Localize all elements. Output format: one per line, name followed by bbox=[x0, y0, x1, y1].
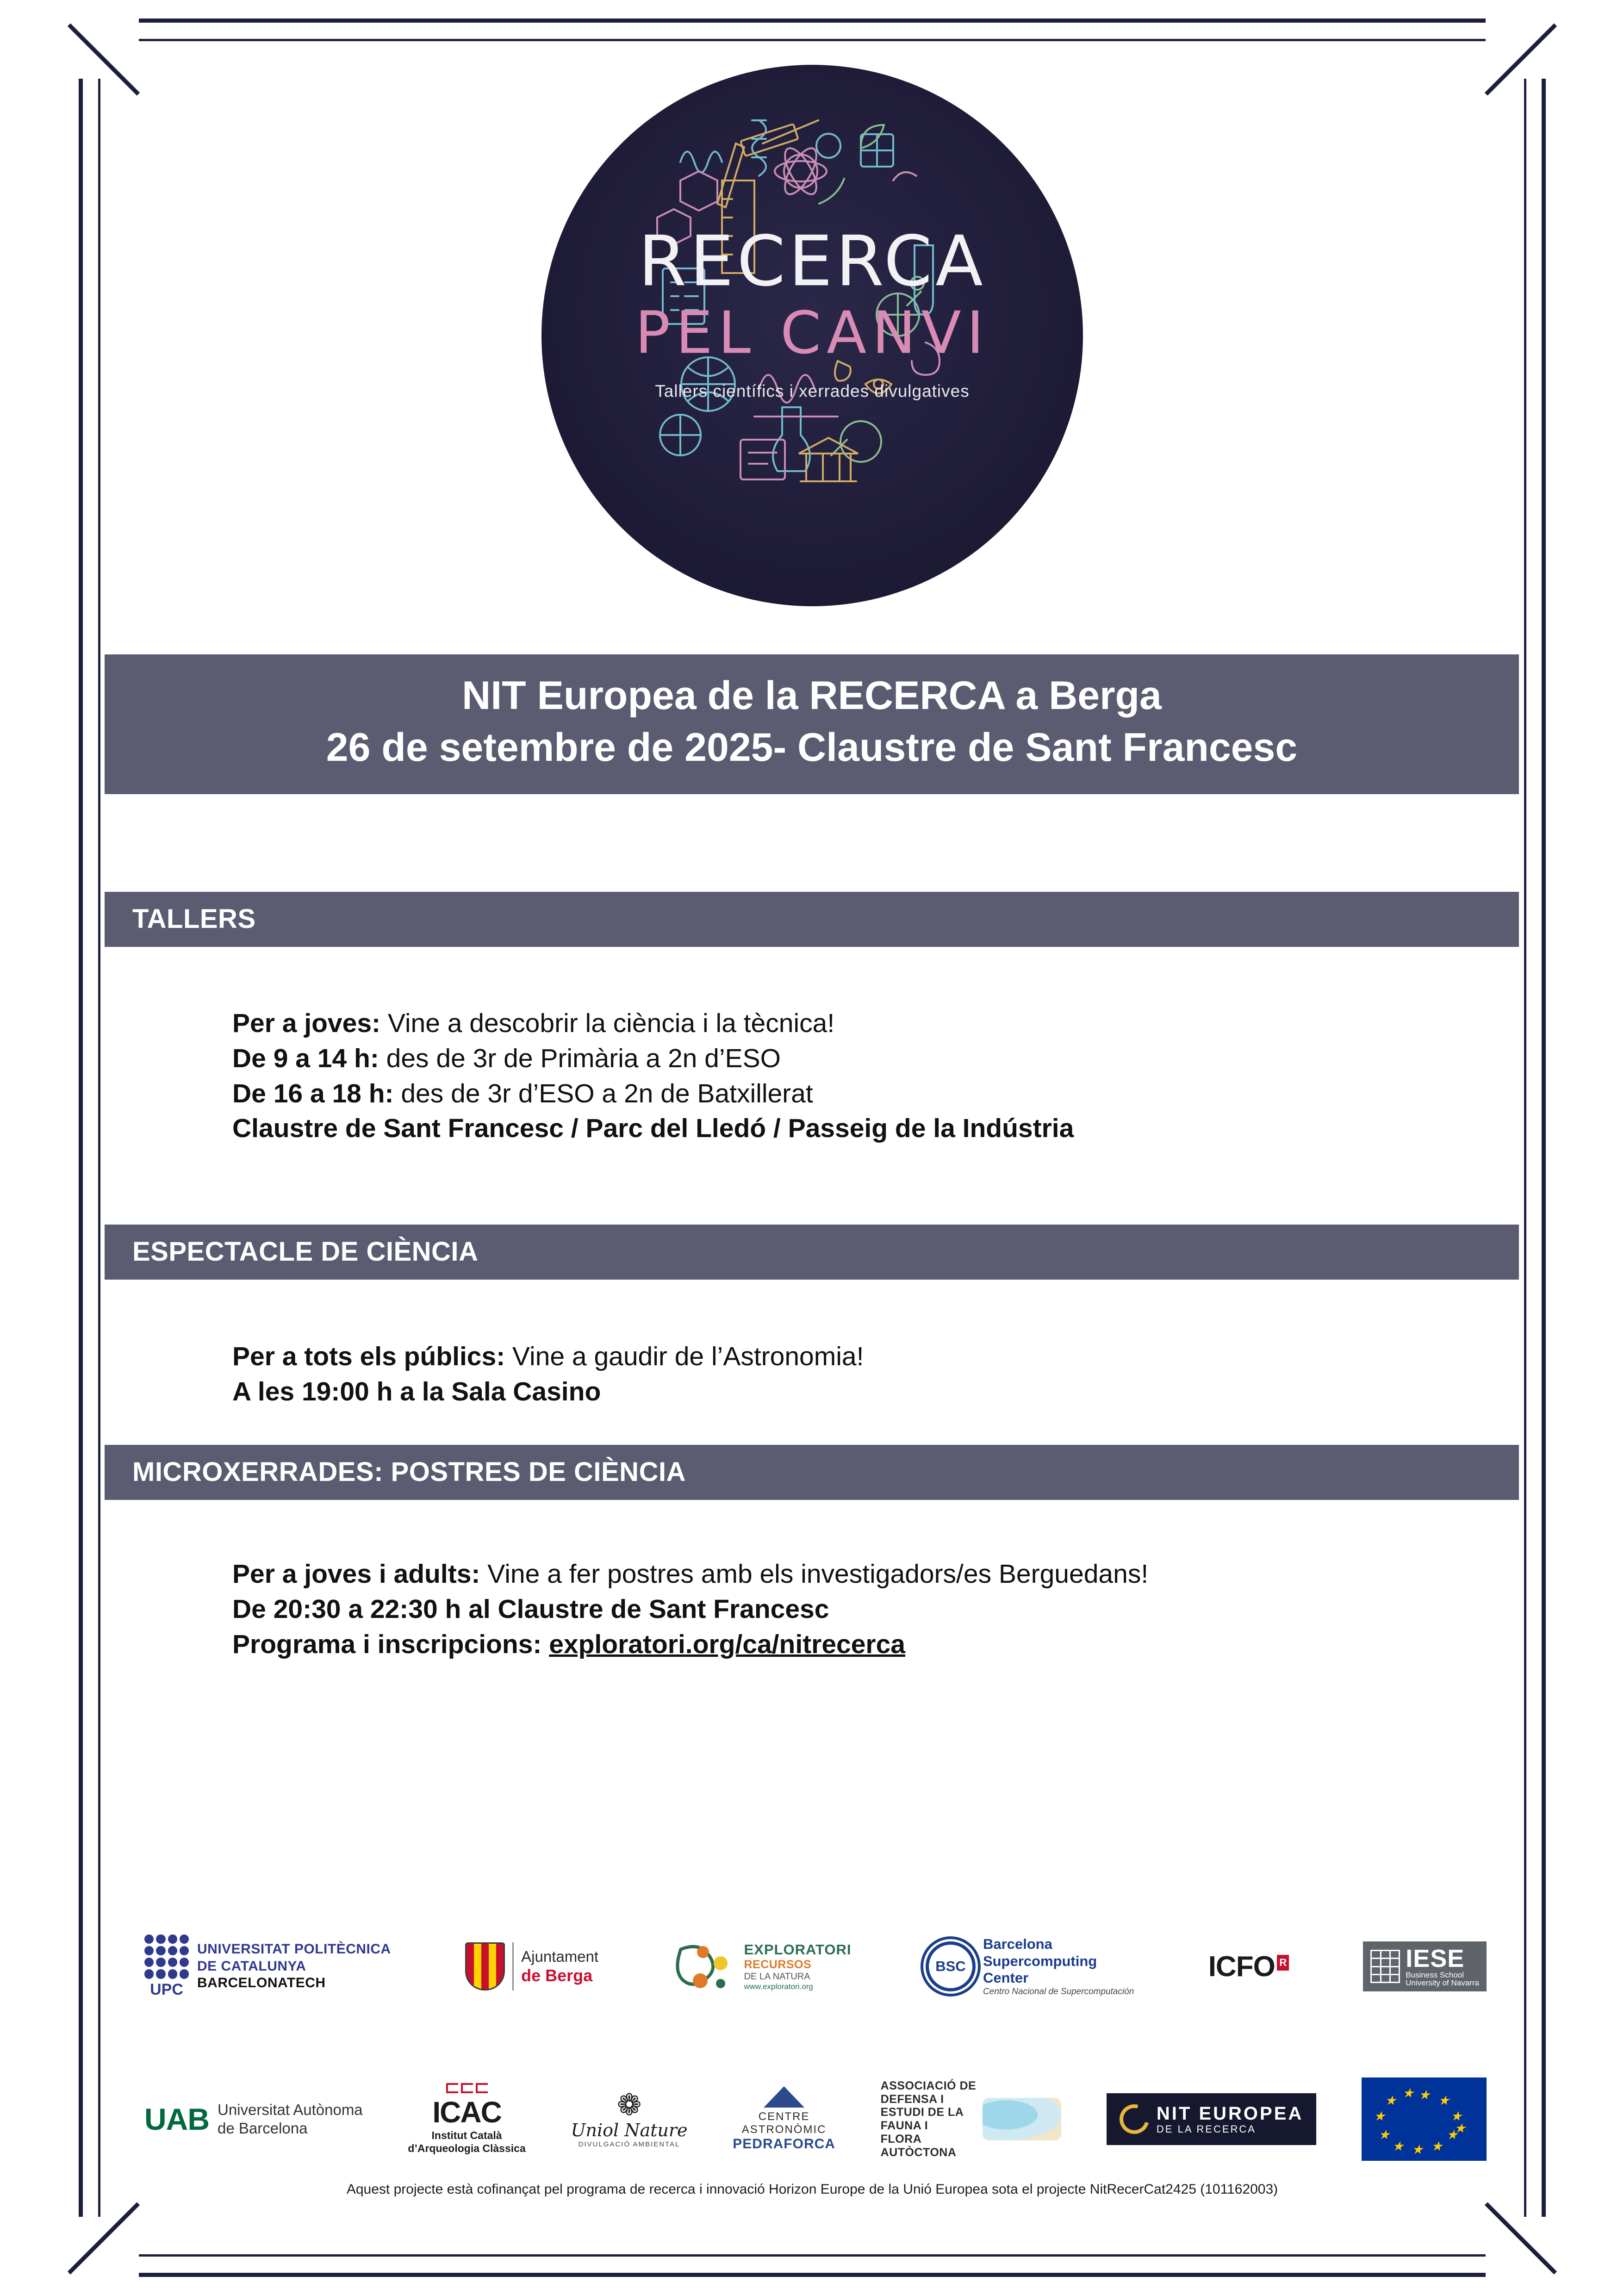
adefaf-line-3: ESTUDI DE LA bbox=[880, 2106, 964, 2119]
upc-mark-label: UPC bbox=[150, 1980, 183, 1998]
divider bbox=[512, 1942, 514, 1990]
poster-content bbox=[98, 39, 1526, 2257]
corner-ornament-bottom-left bbox=[69, 2217, 139, 2286]
iese-line-3: University of Navarra bbox=[1406, 1978, 1479, 1987]
registration-link[interactable]: exploratori.org/ca/nitrecerca bbox=[549, 1629, 906, 1659]
icac-line-2: Institut Català bbox=[431, 2129, 502, 2142]
tallers-line-2: De 9 a 14 h: des de 3r de Primària a 2n d’ESO bbox=[232, 1043, 781, 1073]
upc-line-1: UNIVERSITAT POLITÈCNICA bbox=[197, 1941, 391, 1957]
corner-ornament-top-left bbox=[69, 9, 139, 79]
bsc-line-1: Barcelona bbox=[983, 1935, 1052, 1952]
sponsor-logo-icac bbox=[408, 2083, 525, 2155]
logo-word-recerca: RECERCA bbox=[638, 221, 986, 302]
nit-line-2: DE LA RECERCA bbox=[1156, 2123, 1256, 2135]
eu-flag-icon: ★ ★ ★ ★ ★ ★ ★ ★ ★ ★ ★ ★ bbox=[1362, 2077, 1487, 2161]
icac-line-3: d’Arqueologia Clàssica bbox=[408, 2142, 526, 2154]
iese-grid-icon bbox=[1370, 1950, 1400, 1983]
recerca-pel-canvi-logo bbox=[541, 65, 1083, 606]
tallers-line-1: Per a joves: Vine a descobrir la ciència i la tècnica! bbox=[232, 1008, 835, 1038]
sponsor-logo-icfo bbox=[1208, 1950, 1289, 1983]
tallers-line-4: Claustre de Sant Francesc / Parc del Lledó / Passeig de la Indústria bbox=[232, 1113, 1074, 1144]
espectacle-line-2: A les 19:00 h a la Sala Casino bbox=[232, 1376, 601, 1406]
mountain-icon bbox=[764, 2086, 804, 2108]
sponsor-logo-bsc bbox=[926, 1936, 1134, 1997]
uniol-line-2: DIVULGACIÓ AMBIENTAL bbox=[578, 2140, 680, 2148]
sponsor-row-2 bbox=[144, 2075, 1487, 2163]
adefaf-line-2: DEFENSA I bbox=[880, 2092, 944, 2106]
sponsor-logo-uniol-nature bbox=[571, 2090, 687, 2148]
sponsor-logo-exploratori bbox=[672, 1941, 851, 1992]
exploratori-line-3: DE LA NATURA bbox=[744, 1972, 810, 1982]
uab-label: UAB bbox=[144, 2102, 209, 2136]
ajuntament-line-2: de Berga bbox=[521, 1966, 593, 1985]
exploratori-line-4: www.exploratori.org bbox=[744, 1982, 813, 1991]
microxerrades-line-2: De 20:30 a 22:30 h al Claustre de Sant Francesc bbox=[232, 1594, 829, 1624]
section-body-tallers bbox=[232, 1006, 1528, 1146]
sponsor-logo-iese bbox=[1363, 1941, 1487, 1991]
icfo-badge-icon: R bbox=[1277, 1955, 1289, 1971]
sponsor-logo-nit-europea bbox=[1107, 2093, 1316, 2145]
poster-title-line-2: 26 de setembre de 2025- Claustre de Sant Francesc bbox=[326, 725, 1298, 770]
crescent-moon-icon bbox=[1114, 2099, 1154, 2139]
ajuntament-line-1: Ajuntament bbox=[521, 1947, 599, 1965]
upc-line-3: BARCELONATECH bbox=[197, 1975, 326, 1991]
uab-line-3: de Barcelona bbox=[218, 2120, 308, 2137]
exploratori-line-2: RECURSOS bbox=[744, 1958, 812, 1971]
sponsor-row-1 bbox=[144, 1927, 1487, 2006]
uniol-label: Uniol Nature bbox=[571, 2120, 688, 2140]
sponsor-logo-ajuntament-berga bbox=[465, 1942, 598, 1990]
microxerrades-line-3: Programa i inscripcions: exploratori.org/ca/nitrecerca bbox=[232, 1629, 906, 1659]
pedraforca-line-3: PEDRAFORCA bbox=[733, 2136, 835, 2152]
section-heading-espectacle: ESPECTACLE DE CIÈNCIA bbox=[105, 1225, 1519, 1280]
sponsor-logo-adefaf bbox=[881, 2079, 1062, 2159]
bsc-line-2: Supercomputing bbox=[983, 1953, 1097, 1969]
pedraforca-line-2: ASTRONÒMIC bbox=[741, 2123, 827, 2136]
leaf-swirl-icon: ❁ bbox=[616, 2088, 642, 2122]
poster-title bbox=[105, 654, 1519, 794]
icfo-label: ICFO bbox=[1208, 1950, 1275, 1983]
upc-line-2: DE CATALUNYA bbox=[197, 1958, 306, 1974]
logo-word-pel-canvi: PEL CANVI bbox=[635, 299, 989, 367]
corner-ornament-bottom-right bbox=[1486, 2217, 1555, 2286]
uab-line-2: Universitat Autònoma bbox=[218, 2101, 363, 2119]
iese-label: IESE bbox=[1406, 1945, 1465, 1972]
logo-tagline: Tallers científics i xerrades divulgatives bbox=[655, 381, 970, 400]
sponsor-logo-pedraforca bbox=[733, 2086, 835, 2152]
adefaf-line-6: AUTÒCTONA bbox=[880, 2146, 957, 2159]
tallers-line-3: De 16 a 18 h: des de 3r d’ESO a 2n de Batxillerat bbox=[232, 1078, 813, 1108]
sponsor-logo-uab bbox=[144, 2101, 363, 2137]
adefaf-line-4: FAUNA I bbox=[880, 2119, 928, 2132]
fauna-flora-illustration bbox=[983, 2098, 1061, 2140]
berga-shield-icon bbox=[465, 1942, 505, 1990]
bsc-line-3: Center bbox=[983, 1970, 1029, 1986]
poster-title-line-1: NIT Europea de la RECERCA a Berga bbox=[462, 673, 1162, 718]
funding-footer: Aquest projecte està cofinançat pel programa de recerca i innovació Horizon Europe de la Unió Europea sota el projecte NitRecerCat2425 (101162003) bbox=[346, 2182, 1278, 2197]
exploratori-mark-icon bbox=[672, 1941, 737, 1992]
section-body-espectacle bbox=[232, 1339, 1528, 1410]
bsc-mark-icon: BSC bbox=[926, 1941, 976, 1991]
sponsor-logo-upc bbox=[144, 1934, 391, 1999]
espectacle-line-1: Per a tots els públics: Vine a gaudir de l’Astronomia! bbox=[232, 1342, 864, 1371]
pedraforca-line-1: CENTRE bbox=[758, 2110, 810, 2123]
microxerrades-line-1: Per a joves i adults: Vine a fer postres amb els investigadors/es Berguedans! bbox=[232, 1559, 1149, 1589]
section-heading-microxerrades: MICROXERRADES: POSTRES DE CIÈNCIA bbox=[105, 1445, 1519, 1500]
section-heading-tallers: TALLERS bbox=[105, 892, 1519, 947]
icac-label: ICAC bbox=[432, 2096, 501, 2129]
upc-dots-icon bbox=[144, 1934, 189, 1979]
corner-ornament-top-right bbox=[1486, 9, 1555, 79]
section-body-microxerrades bbox=[232, 1557, 1528, 1662]
bsc-line-4: Centro Nacional de Supercomputación bbox=[983, 1986, 1134, 1996]
exploratori-line-1: EXPLORATORI bbox=[744, 1941, 852, 1958]
adefaf-line-5: FLORA bbox=[880, 2132, 922, 2146]
nit-line-1: NIT EUROPEA bbox=[1156, 2103, 1304, 2124]
icac-marks-icon bbox=[446, 2083, 488, 2093]
iese-line-2: Business School bbox=[1406, 1971, 1464, 1979]
adefaf-line-1: ASSOCIACIÓ DE bbox=[880, 2079, 977, 2092]
